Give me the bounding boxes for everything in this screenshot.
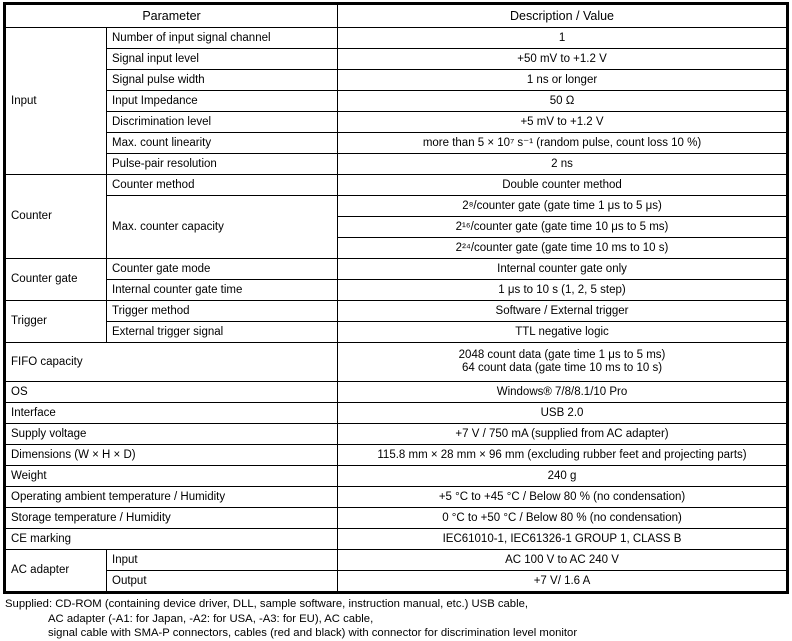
- group-label-counter-gate: Counter gate: [6, 259, 107, 301]
- table-row: [6, 445, 787, 466]
- param-label: Operating ambient temperature / Humidity: [6, 487, 338, 508]
- param-label: Interface: [6, 403, 338, 424]
- table-row: [6, 154, 787, 175]
- param-value: Internal counter gate only: [338, 259, 787, 280]
- param-value: IEC61010-1, IEC61326-1 GROUP 1, CLASS B: [338, 529, 787, 550]
- table-row: [6, 508, 787, 529]
- param-value: 2¹⁶/counter gate (gate time 10 μs to 5 ms): [338, 217, 787, 238]
- param-label: OS: [6, 382, 338, 403]
- table-header-row: [6, 5, 787, 28]
- param-value: +7 V / 750 mA (supplied from AC adapter): [338, 424, 787, 445]
- column-header-parameter: Parameter: [6, 5, 338, 28]
- table-row: [6, 466, 787, 487]
- param-value: USB 2.0: [338, 403, 787, 424]
- param-value: Software / External trigger: [338, 301, 787, 322]
- param-value: 115.8 mm × 28 mm × 96 mm (excluding rubber feet and projecting parts): [338, 445, 787, 466]
- param-label: Discrimination level: [107, 112, 338, 133]
- param-value: +5 °C to +45 °C / Below 80 % (no condensation): [338, 487, 787, 508]
- param-label: FIFO capacity: [6, 343, 338, 382]
- param-label: Signal input level: [107, 49, 338, 70]
- param-label: Internal counter gate time: [107, 280, 338, 301]
- table-row: [6, 91, 787, 112]
- group-label-trigger: Trigger: [6, 301, 107, 343]
- param-label: Max. count linearity: [107, 133, 338, 154]
- spec-sheet: [0, 4, 792, 640]
- param-value: Double counter method: [338, 175, 787, 196]
- table-row: [6, 571, 787, 592]
- supplied-note-line-1: Supplied: CD-ROM (containing device driver, DLL, sample software, instruction manual, etc.) USB cable,: [5, 598, 529, 610]
- table-row: [6, 49, 787, 70]
- table-row: [6, 322, 787, 343]
- param-value-line-1: 2048 count data (gate time 1 μs to 5 ms): [458, 349, 666, 362]
- table-row: [6, 175, 787, 196]
- param-value: AC 100 V to AC 240 V: [338, 550, 787, 571]
- table-row: [6, 529, 787, 550]
- param-label: Input: [107, 550, 338, 571]
- param-value: more than 5 × 10⁷ s⁻¹ (random pulse, count loss 10 %): [338, 133, 787, 154]
- param-label: Signal pulse width: [107, 70, 338, 91]
- param-value: 50 Ω: [338, 91, 787, 112]
- param-label: CE marking: [6, 529, 338, 550]
- group-label-input: Input: [6, 28, 107, 175]
- param-label: Counter method: [107, 175, 338, 196]
- table-row: [6, 28, 787, 49]
- supplied-note-line-2: AC adapter (-A1: for Japan, -A2: for USA, -A3: for EU), AC cable,: [48, 612, 374, 625]
- table-row: [6, 280, 787, 301]
- specification-table: [5, 4, 787, 592]
- param-label: Storage temperature / Humidity: [6, 508, 338, 529]
- table-row: [6, 382, 787, 403]
- param-value-line-2: 64 count data (gate time 10 ms to 10 s): [461, 362, 663, 374]
- table-row: [6, 343, 787, 382]
- param-label: Output: [107, 571, 338, 592]
- param-value: 1 μs to 10 s (1, 2, 5 step): [338, 280, 787, 301]
- param-value: +50 mV to +1.2 V: [338, 49, 787, 70]
- table-row: [6, 550, 787, 571]
- param-label: Input Impedance: [107, 91, 338, 112]
- param-label: Trigger method: [107, 301, 338, 322]
- param-label: Number of input signal channel: [107, 28, 338, 49]
- supplied-items-note: [5, 597, 792, 641]
- param-value: 2 ns: [338, 154, 787, 175]
- param-value: 240 g: [338, 466, 787, 487]
- table-row: [6, 196, 787, 217]
- param-value: 1 ns or longer: [338, 70, 787, 91]
- param-value: TTL negative logic: [338, 322, 787, 343]
- table-row: [6, 301, 787, 322]
- param-label: Dimensions (W × H × D): [6, 445, 338, 466]
- param-value: +7 V/ 1.6 A: [338, 571, 787, 592]
- table-row: [6, 424, 787, 445]
- table-row: [6, 70, 787, 91]
- param-value: 2²⁴/counter gate (gate time 10 ms to 10 s): [338, 238, 787, 259]
- param-value: 0 °C to +50 °C / Below 80 % (no condensation): [338, 508, 787, 529]
- param-label: Counter gate mode: [107, 259, 338, 280]
- table-row: [6, 133, 787, 154]
- table-row: [6, 403, 787, 424]
- param-label: Max. counter capacity: [107, 196, 338, 259]
- param-value: 1: [338, 28, 787, 49]
- group-label-counter: Counter: [6, 175, 107, 259]
- table-row: [6, 259, 787, 280]
- param-value: [338, 343, 787, 382]
- table-row: [6, 112, 787, 133]
- table-row: [6, 487, 787, 508]
- param-value: Windows® 7/8/8.1/10 Pro: [338, 382, 787, 403]
- param-value: 2⁸/counter gate (gate time 1 μs to 5 μs): [338, 196, 787, 217]
- param-label: External trigger signal: [107, 322, 338, 343]
- param-label: Weight: [6, 466, 338, 487]
- param-label: Pulse-pair resolution: [107, 154, 338, 175]
- column-header-description: Description / Value: [338, 5, 787, 28]
- param-value: +5 mV to +1.2 V: [338, 112, 787, 133]
- group-label-ac-adapter: AC adapter: [6, 550, 107, 592]
- param-label: Supply voltage: [6, 424, 338, 445]
- supplied-note-line-3: signal cable with SMA-P connectors, cables (red and black) with connector for discrimination level monitor: [48, 627, 578, 640]
